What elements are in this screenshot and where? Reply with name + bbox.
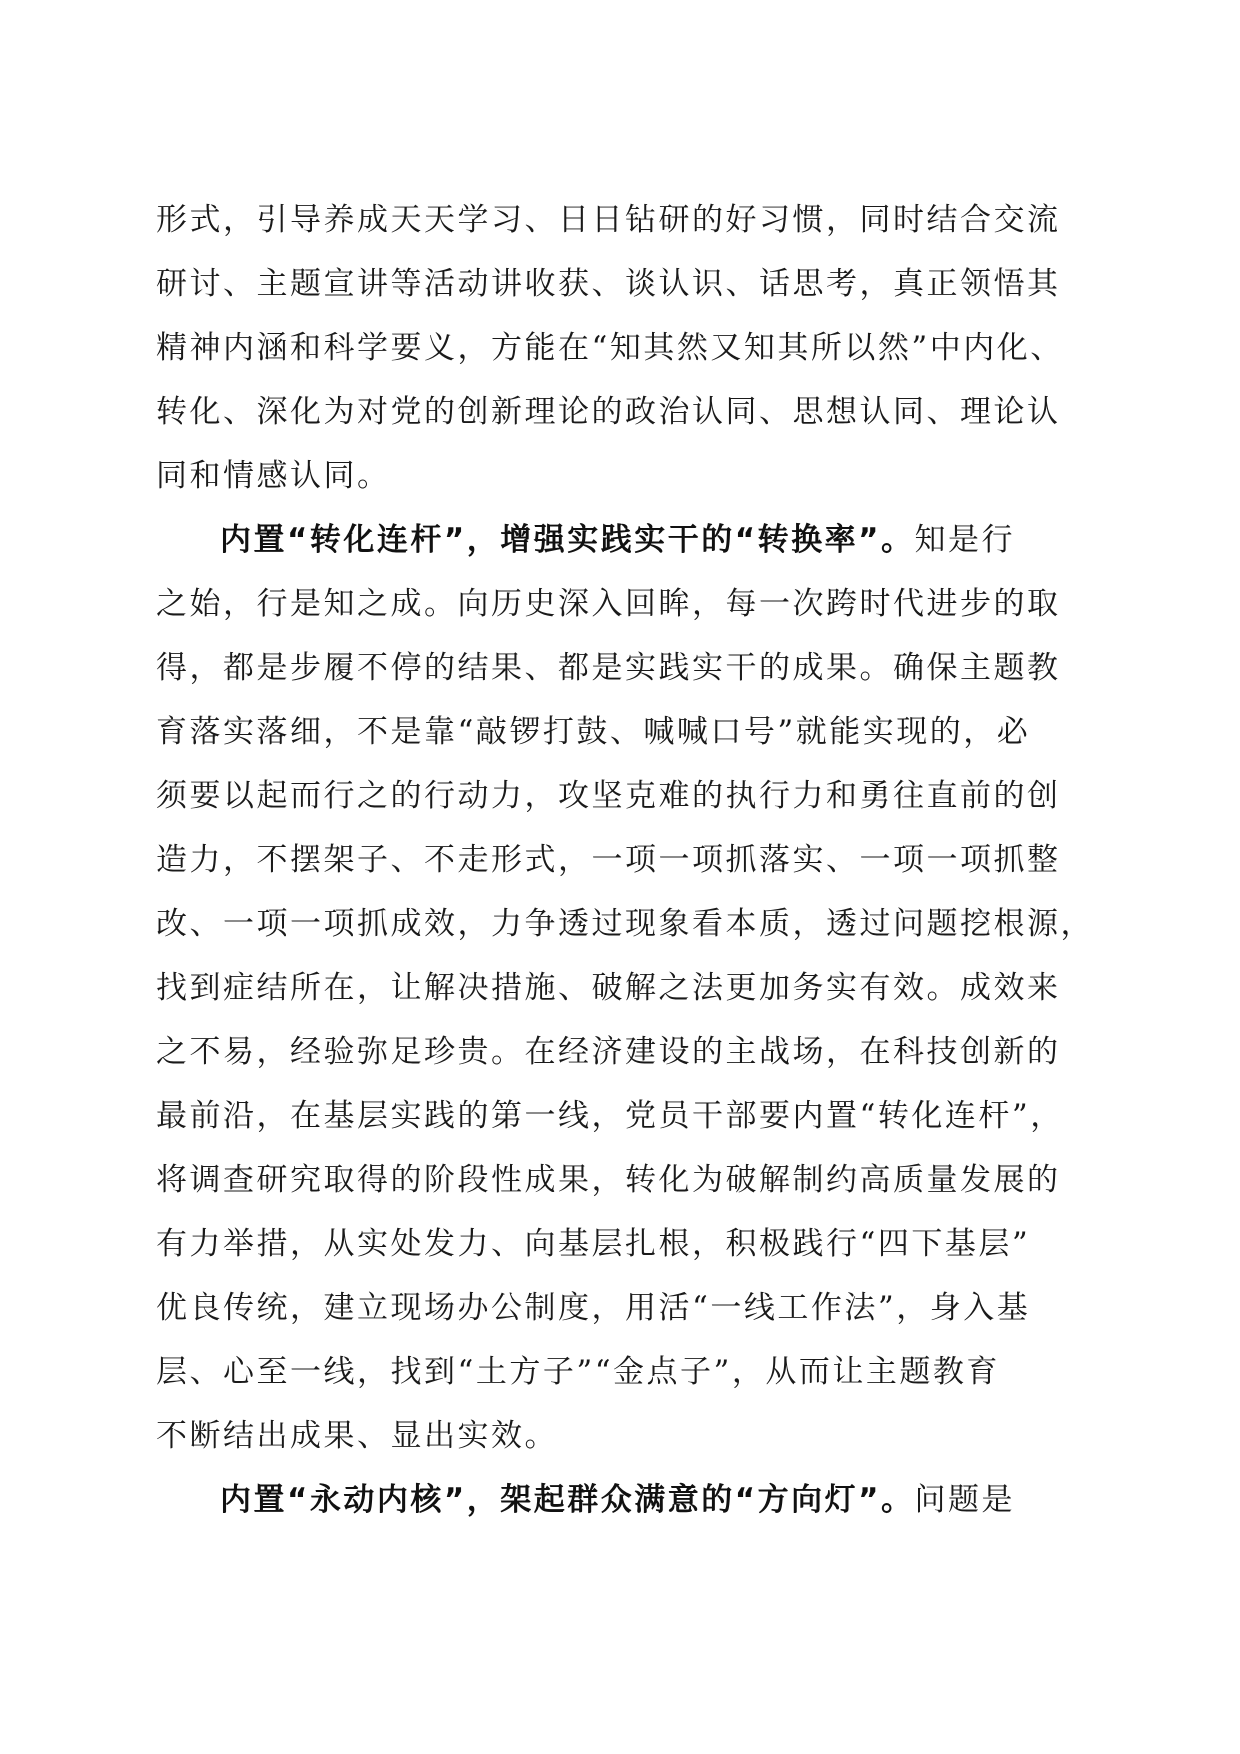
- paragraph-2-first-line: [156, 508, 1106, 572]
- text-line: 育落实落细，不是靠“敲锣打鼓、喊喊口号”就能实现的，必: [156, 714, 1031, 750]
- text-line: 层、心至一线，找到“土方子”“金点子”，从而让主题教育: [156, 1354, 1000, 1390]
- text-line: 研讨、主题宣讲等活动讲收获、谈认识、话思考，真正领悟其: [156, 266, 1061, 302]
- paragraph-3-heading: 内置“永动内核”，架起群众满意的“方向灯”。: [220, 1482, 915, 1518]
- text-line: 找到症结所在，让解决措施、破解之法更加务实有效。成效来: [156, 970, 1061, 1006]
- text-line: 有力举措，从实处发力、向基层扎根，积极践行“四下基层”: [156, 1226, 1031, 1262]
- text-line: 之不易，经验弥足珍贵。在经济建设的主战场，在科技创新的: [156, 1034, 1061, 1070]
- text-line: 同和情感认同。: [156, 458, 391, 494]
- text-line: 将调查研究取得的阶段性成果，转化为破解制约高质量发展的: [156, 1162, 1061, 1198]
- paragraph-2-heading: 内置“转化连杆”，增强实践实干的“转换率”。: [220, 522, 915, 558]
- text-line: 形式，引导养成天天学习、日日钻研的好习惯，同时结合交流: [156, 202, 1061, 238]
- body-text: [156, 188, 1106, 1532]
- text-line: 最前沿，在基层实践的第一线，党员干部要内置“转化连杆”，: [156, 1098, 1064, 1134]
- text-line: 转化、深化为对党的创新理论的政治认同、思想认同、理论认: [156, 394, 1061, 430]
- text-line: 造力，不摆架子、不走形式，一项一项抓落实、一项一项抓整: [156, 842, 1061, 878]
- text-line: 优良传统，建立现场办公制度，用活“一线工作法”，身入基: [156, 1290, 1031, 1326]
- text-line: 不断结出成果、显出实效。: [156, 1418, 558, 1454]
- text-line: 之始，行是知之成。向历史深入回眸，每一次跨时代进步的取: [156, 586, 1061, 622]
- text-line: 精神内涵和科学要义，方能在“知其然又知其所以然”中内化、: [156, 330, 1064, 366]
- text-line: 得，都是步履不停的结果、都是实践实干的成果。确保主题教: [156, 650, 1061, 686]
- paragraph-2-first-line-text: 知是行: [914, 522, 1015, 558]
- text-line: 须要以起而行之的行动力，攻坚克难的执行力和勇往直前的创: [156, 778, 1061, 814]
- paragraph-3-first-line: [156, 1468, 1106, 1532]
- text-line: 改、一项一项抓成效，力争透过现象看本质，透过问题挖根源，: [156, 906, 1094, 942]
- paragraph-3-first-line-text: 问题是: [914, 1482, 1015, 1518]
